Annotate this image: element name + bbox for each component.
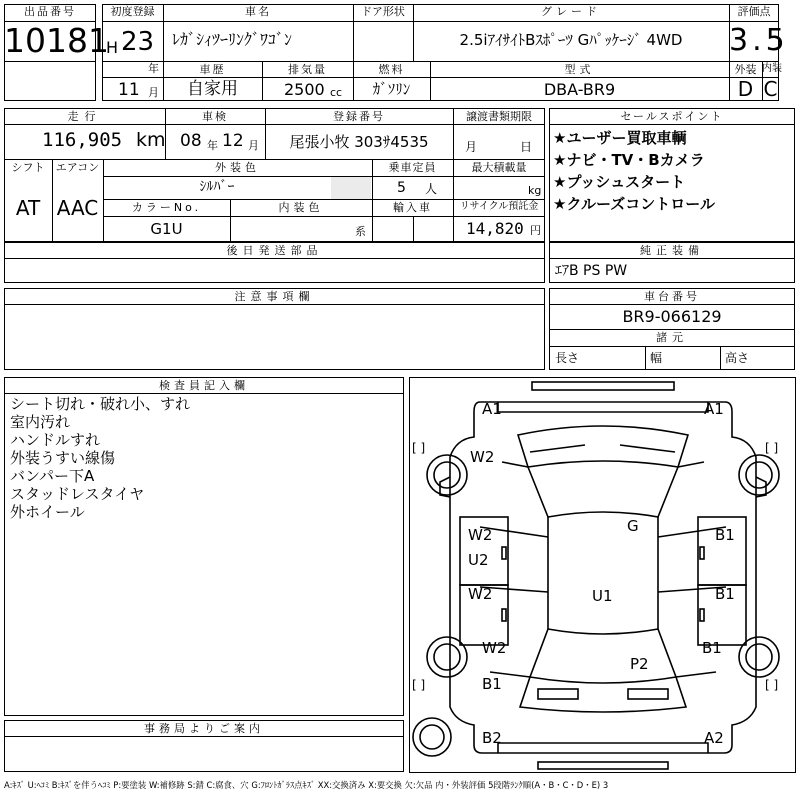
fuel: ｶﾞｿﾘﾝ (372, 80, 411, 98)
recycle-unit: 円 (530, 224, 541, 237)
inspector-line-1: シート切れ・破れ小、すれ (10, 395, 191, 413)
first-reg-month: 11 (118, 80, 140, 100)
bracket-right-low: [ ] (765, 678, 779, 692)
displacement: 2500 (284, 80, 325, 99)
inspector-line-7: 外ホイール (10, 503, 85, 521)
mark-b1-rear-left: B1 (482, 675, 502, 693)
recycle-deposit: 14,820 (466, 219, 524, 238)
ac-label: エアコン (55, 161, 100, 174)
notes-label: 注意事項欄 (234, 290, 315, 303)
score-label: 評価点 (737, 5, 771, 18)
mark-a2: A2 (704, 729, 724, 747)
interior-color-unit: 系 (355, 225, 366, 238)
fuel-label: 燃料 (378, 63, 405, 76)
recycle-label: リサイクル預託金 (459, 201, 539, 212)
inspector-line-3: ハンドルすれ (10, 431, 101, 449)
car-name-label: 車名 (245, 5, 271, 18)
car-damage-diagram (410, 377, 795, 772)
mark-a1-left: A1 (482, 400, 502, 418)
width-label: 幅 (650, 351, 663, 365)
load-unit: kg (528, 184, 542, 197)
mark-b2: B2 (482, 729, 502, 747)
lot-number: 10181 (4, 21, 109, 60)
first-reg-label: 初度登録 (110, 5, 155, 18)
mileage-label: 走行 (67, 110, 102, 123)
ac: AAC (56, 196, 99, 220)
inspector-line-2: 室内汚れ (10, 413, 71, 431)
inspector-line-6: スタッドレスタイヤ (10, 485, 145, 503)
tyre-front-left (427, 455, 467, 495)
mark-w2-door2: W2 (468, 585, 493, 603)
chassis-number: BR9-066129 (622, 307, 722, 326)
color-label: 外装色 (215, 161, 260, 174)
mark-a1-right: A1 (704, 400, 724, 418)
first-reg-year: 23 (121, 27, 155, 57)
lot-label: 出品番号 (24, 5, 76, 18)
transfer-day-unit: 日 (520, 140, 533, 154)
inspector-label: 検査員記入欄 (159, 379, 249, 392)
spare-tyre (413, 718, 451, 756)
mileage: 116,905 (42, 129, 123, 151)
tyre-rear-right (739, 637, 779, 677)
sales-point-3: ★プッシュスタート (553, 173, 686, 191)
length-label: 長さ (555, 351, 580, 365)
inspector-line-4: 外装うすい線傷 (10, 449, 116, 467)
standard-equipment: ｴｱB PS PW (555, 263, 628, 279)
transfer-month-unit: 月 (465, 140, 478, 154)
mark-g: G (627, 517, 639, 535)
tyre-front-right (739, 455, 779, 495)
mark-w2-rear: W2 (482, 639, 507, 657)
inspector-line-5: バンパー下A (10, 467, 95, 485)
model-label: 型式 (564, 63, 595, 76)
year-unit: 年 (148, 62, 159, 75)
color: ｼﾙﾊﾞｰ (199, 179, 235, 195)
car-body-outline (450, 402, 756, 753)
seats-label: 乗車定員 (388, 161, 437, 174)
later-parts-label: 後日発送部品 (226, 244, 323, 257)
grade-label: グレード (541, 5, 601, 18)
office-label: 事務局よりご案内 (144, 722, 264, 735)
mark-p2: P2 (630, 655, 649, 673)
load-label: 最大積載量 (471, 161, 527, 174)
height-label: 高さ (725, 351, 750, 365)
shift-label: シフト (11, 161, 45, 174)
mark-u2: U2 (468, 551, 489, 569)
inspection-year: 08 (180, 131, 202, 151)
displacement-unit: cc (330, 86, 343, 99)
history-label: 車歴 (199, 63, 226, 76)
bracket-right: [ ] (765, 441, 779, 455)
door-label: ドア形状 (361, 5, 405, 18)
grade: 2.5iｱｲｻｲﾄBｽﾎﾟｰﾂ Gﾊﾟｯｹｰｼﾞ 4WD (459, 31, 683, 49)
mark-b1-door2: B1 (715, 585, 735, 603)
bracket-left-low: [ ] (412, 678, 426, 692)
era: H (106, 38, 119, 57)
mark-b1-rear-right: B1 (702, 639, 722, 657)
model: DBA-BR9 (543, 80, 616, 99)
car-name: ﾚｶﾞｼｨﾂｰﾘﾝｸﾞﾜｺﾞﾝ (172, 30, 293, 49)
mileage-unit: km (136, 129, 166, 151)
mark-w2-front: W2 (470, 448, 495, 466)
exterior-label: 外装 (734, 63, 757, 76)
sales-point-1: ★ユーザー買取車輌 (553, 129, 687, 147)
inspection-month: 12 (222, 131, 244, 151)
mark-w2-door1: W2 (468, 526, 493, 544)
sales-points-label: セールスポイント (620, 110, 724, 123)
mark-u1: U1 (592, 587, 613, 605)
transfer-label: 譲渡書類期限 (466, 110, 532, 123)
color-no: G1U (150, 220, 183, 238)
tyre-rear-left (427, 637, 467, 677)
interior-grade: C (763, 77, 778, 101)
import-label: 輸入車 (393, 201, 432, 214)
exterior-grade: D (737, 77, 754, 101)
month-unit: 月 (148, 86, 159, 99)
color-no-label: カラーNo. (131, 201, 202, 214)
legend: A:ｷｽﾞ U:ﾍｺﾐ B:ｷｽﾞを伴うﾍｺﾐ P:要塗装 W:補修跡 S:錆 C:腐食、穴 G:ﾌﾛﾝﾄｶﾞﾗｽ点ｷｽﾞ XX:交換済み X:要交換 欠:欠品 内・外装評価 5段階ﾗﾝｸ順(A・B・C・D・E) 3 (4, 780, 609, 790)
sales-point-4: ★クルーズコントロール (553, 195, 715, 213)
shift: AT (15, 196, 41, 220)
insp-month-unit: 月 (248, 139, 259, 152)
plate-label: 登録番号 (333, 110, 385, 123)
insp-year-unit: 年 (207, 139, 218, 152)
sales-point-2: ★ナビ・TV・Bカメラ (553, 151, 705, 169)
seats: 5 (397, 180, 406, 196)
chassis-label: 車台番号 (644, 290, 700, 303)
interior-color-label: 内装色 (278, 201, 324, 214)
dimensions-label: 諸元 (656, 331, 688, 344)
bracket-left: [ ] (412, 441, 426, 455)
seats-unit: 人 (425, 182, 438, 196)
displacement-label: 排気量 (288, 63, 327, 76)
plate-number: 尾張小牧 303ｻ4535 (289, 133, 429, 151)
standard-equipment-label: 純正装備 (640, 244, 704, 257)
mark-b1-door1: B1 (715, 526, 735, 544)
inspection-label: 車検 (202, 110, 228, 123)
history: 自家用 (187, 79, 238, 99)
interior-label: 内装 (762, 63, 782, 74)
overall-score: 3.5 (729, 23, 789, 58)
